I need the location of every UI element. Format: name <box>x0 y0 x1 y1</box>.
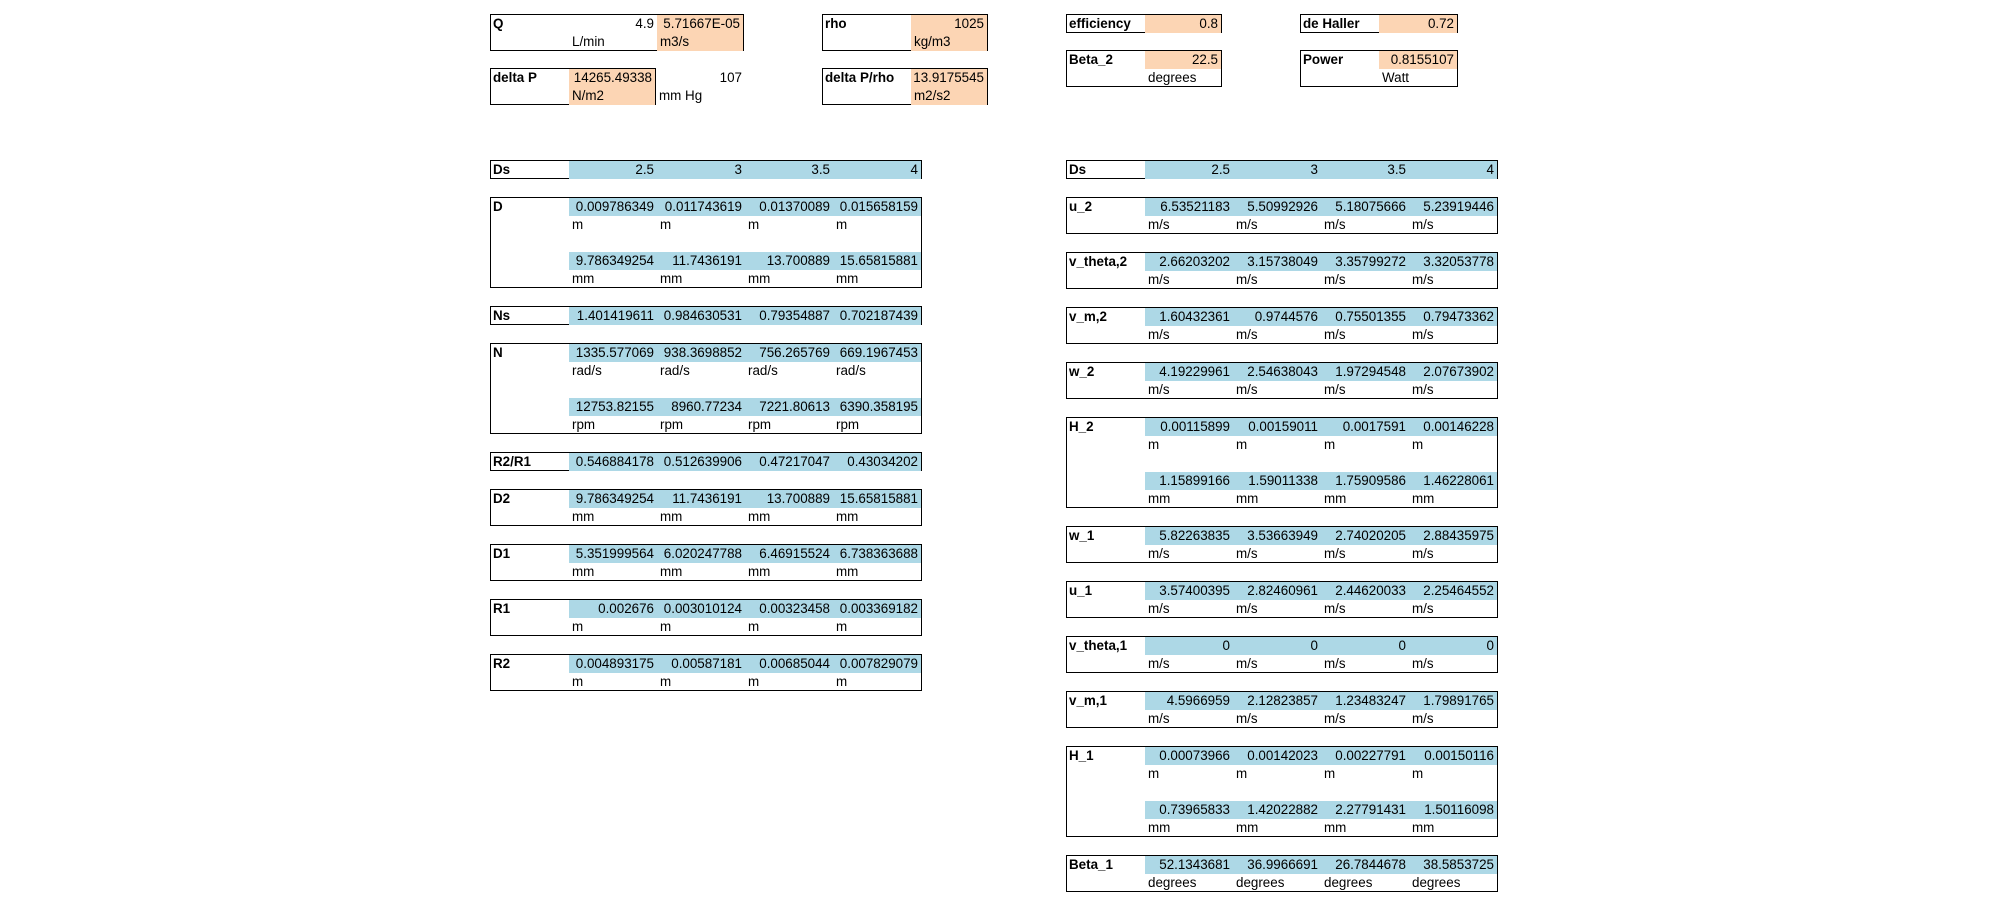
beta-2-block <box>1066 50 1222 87</box>
delta-p-mmhg-label: mm Hg <box>659 88 703 103</box>
power-unit: Watt <box>1382 70 1410 85</box>
value-cell: 0.003369182 <box>833 600 921 618</box>
efficiency-value: 0.8 <box>1145 15 1221 33</box>
power-value: 0.8155107 <box>1379 51 1457 69</box>
power-block <box>1300 50 1458 87</box>
value-cell: 0.00150116 <box>1409 747 1497 765</box>
value-cell: 2.66203202 <box>1145 253 1233 271</box>
unit-cell: m <box>1324 437 1336 452</box>
unit-cell: m <box>836 619 848 634</box>
unit-cell: m/s <box>1412 272 1434 287</box>
value-cell: 13.700889 <box>745 490 833 508</box>
unit-cell: m <box>660 619 672 634</box>
group-d <box>490 197 922 288</box>
value-cell: 2.25464552 <box>1409 582 1497 600</box>
value-cell: 2.88435975 <box>1409 527 1497 545</box>
unit-cell: rpm <box>660 417 684 432</box>
unit-cell: degrees <box>1412 875 1461 890</box>
group-label: R2/R1 <box>493 454 531 469</box>
value-cell: 0.546884178 <box>569 453 657 471</box>
delta-p-mmhg-value: 107 <box>719 70 742 85</box>
efficiency-label: efficiency <box>1069 16 1131 31</box>
group-label: Ds <box>493 162 511 177</box>
value-cell: 0.00142023 <box>1233 747 1321 765</box>
group-label: u_1 <box>1069 583 1093 598</box>
value-cell: 6.020247788 <box>657 545 745 563</box>
group-r2-r1 <box>490 452 922 471</box>
delta-p-unit: N/m2 <box>569 87 655 105</box>
unit-cell: m <box>1236 437 1248 452</box>
group-label: v_theta,2 <box>1069 254 1128 269</box>
value-cell: 11.7436191 <box>657 252 745 270</box>
unit-cell: m <box>748 674 760 689</box>
value-cell: 0.003010124 <box>657 600 745 618</box>
unit-cell: m <box>572 674 584 689</box>
group-ds <box>490 160 922 179</box>
value-cell: 2.5 <box>569 161 657 179</box>
unit-cell: m/s <box>1148 327 1170 342</box>
unit-cell: m/s <box>1412 546 1434 561</box>
unit-cell: m/s <box>1412 217 1434 232</box>
value-cell: 1335.577069 <box>569 344 657 362</box>
value-cell: 0.984630531 <box>657 307 745 325</box>
unit-cell: m/s <box>1148 217 1170 232</box>
unit-cell: m/s <box>1412 711 1434 726</box>
delta-p-block <box>490 68 656 105</box>
unit-cell: m/s <box>1412 327 1434 342</box>
value-cell: 3 <box>1233 161 1321 179</box>
rho-unit: kg/m3 <box>911 33 987 51</box>
unit-cell: mm <box>836 271 859 286</box>
value-cell: 0.00227791 <box>1321 747 1409 765</box>
unit-cell: m <box>748 217 760 232</box>
value-cell: 6.46915524 <box>745 545 833 563</box>
value-cell: 0.01370089 <box>745 198 833 216</box>
group-h-1 <box>1066 746 1498 837</box>
group-beta-1 <box>1066 855 1498 892</box>
unit-cell: rad/s <box>572 363 602 378</box>
unit-cell: mm <box>1412 820 1435 835</box>
unit-cell: m/s <box>1324 711 1346 726</box>
unit-cell: m <box>836 674 848 689</box>
value-cell: 0.75501355 <box>1321 308 1409 326</box>
value-cell: 1.23483247 <box>1321 692 1409 710</box>
unit-cell: mm <box>1148 820 1171 835</box>
group-w-2 <box>1066 362 1498 399</box>
group-label: u_2 <box>1069 199 1093 214</box>
unit-cell: m/s <box>1236 711 1258 726</box>
value-cell: 0.009786349 <box>569 198 657 216</box>
value-cell: 6.738363688 <box>833 545 921 563</box>
value-cell: 12753.82155 <box>569 398 657 416</box>
unit-cell: rpm <box>572 417 596 432</box>
value-cell: 0.011743619 <box>657 198 745 216</box>
group-label: w_2 <box>1069 364 1095 379</box>
unit-cell: m <box>660 674 672 689</box>
group-w-1 <box>1066 526 1498 563</box>
unit-cell: m/s <box>1236 601 1258 616</box>
value-cell: 2.54638043 <box>1233 363 1321 381</box>
unit-cell: mm <box>1412 491 1435 506</box>
group-label: N <box>493 345 503 360</box>
group-v-m-2 <box>1066 307 1498 344</box>
beta-2-value: 22.5 <box>1145 51 1221 69</box>
value-cell: 0.47217047 <box>745 453 833 471</box>
unit-cell: m/s <box>1148 601 1170 616</box>
value-cell: 0.00685044 <box>745 655 833 673</box>
unit-cell: m/s <box>1236 217 1258 232</box>
group-label: R1 <box>493 601 511 616</box>
unit-cell: mm <box>1324 820 1347 835</box>
delta-p-rho-block <box>822 68 988 105</box>
group-v-m-1 <box>1066 691 1498 728</box>
value-cell: 0.007829079 <box>833 655 921 673</box>
unit-cell: mm <box>748 564 771 579</box>
unit-cell: mm <box>660 271 683 286</box>
unit-cell: mm <box>660 564 683 579</box>
value-cell: 0.00587181 <box>657 655 745 673</box>
group-ds <box>1066 160 1498 179</box>
unit-cell: m <box>748 619 760 634</box>
value-cell: 0.9744576 <box>1233 308 1321 326</box>
unit-cell: mm <box>572 271 595 286</box>
value-cell: 0.004893175 <box>569 655 657 673</box>
q-value: 4.9 <box>635 16 654 31</box>
value-cell: 1.15899166 <box>1145 472 1233 490</box>
value-cell: 0.002676 <box>569 600 657 618</box>
beta-2-label: Beta_2 <box>1069 52 1113 67</box>
rho-label: rho <box>825 16 847 31</box>
unit-cell: mm <box>748 271 771 286</box>
group-label: v_m,2 <box>1069 309 1107 324</box>
group-label: w_1 <box>1069 528 1095 543</box>
unit-cell: m/s <box>1236 546 1258 561</box>
group-r1 <box>490 599 922 636</box>
unit-cell: m/s <box>1148 272 1170 287</box>
beta-2-unit: degrees <box>1148 70 1197 85</box>
value-cell: 2.07673902 <box>1409 363 1497 381</box>
unit-cell: m <box>1412 766 1424 781</box>
unit-cell: degrees <box>1236 875 1285 890</box>
value-cell: 4.5966959 <box>1145 692 1233 710</box>
unit-cell: rpm <box>836 417 860 432</box>
de-haller-value: 0.72 <box>1379 15 1457 33</box>
unit-cell: m/s <box>1324 546 1346 561</box>
group-d1 <box>490 544 922 581</box>
group-h-2 <box>1066 417 1498 508</box>
unit-cell: m/s <box>1236 272 1258 287</box>
value-cell: 0.00073966 <box>1145 747 1233 765</box>
value-cell: 8960.77234 <box>657 398 745 416</box>
unit-cell: m/s <box>1324 327 1346 342</box>
unit-cell: rad/s <box>660 363 690 378</box>
value-cell: 3.15738049 <box>1233 253 1321 271</box>
value-cell: 3.32053778 <box>1409 253 1497 271</box>
unit-cell: degrees <box>1148 875 1197 890</box>
group-d2 <box>490 489 922 526</box>
value-cell: 0.0017591 <box>1321 418 1409 436</box>
group-u-1 <box>1066 581 1498 618</box>
value-cell: 938.3698852 <box>657 344 745 362</box>
value-cell: 2.27791431 <box>1321 801 1409 819</box>
unit-cell: mm <box>836 564 859 579</box>
group-label: v_m,1 <box>1069 693 1107 708</box>
value-cell: 756.265769 <box>745 344 833 362</box>
de-haller-block <box>1300 14 1458 33</box>
unit-cell: m <box>572 619 584 634</box>
value-cell: 0 <box>1409 637 1497 655</box>
value-cell: 26.7844678 <box>1321 856 1409 874</box>
value-cell: 0.00115899 <box>1145 418 1233 436</box>
unit-cell: m/s <box>1148 656 1170 671</box>
value-cell: 3.57400395 <box>1145 582 1233 600</box>
unit-cell: m <box>1148 766 1160 781</box>
value-cell: 0.00323458 <box>745 600 833 618</box>
value-cell: 669.1967453 <box>833 344 921 362</box>
value-cell: 3.53663949 <box>1233 527 1321 545</box>
value-cell: 0.79354887 <box>745 307 833 325</box>
value-cell: 0.702187439 <box>833 307 921 325</box>
value-cell: 3 <box>657 161 745 179</box>
group-n <box>490 343 922 434</box>
value-cell: 2.82460961 <box>1233 582 1321 600</box>
q-block <box>490 14 744 51</box>
unit-cell: mm <box>1236 820 1259 835</box>
unit-cell: rad/s <box>836 363 866 378</box>
group-label: Beta_1 <box>1069 857 1113 872</box>
value-cell: 0.00146228 <box>1409 418 1497 436</box>
delta-p-rho-unit: m2/s2 <box>911 87 987 105</box>
value-cell: 2.12823857 <box>1233 692 1321 710</box>
unit-cell: m/s <box>1412 382 1434 397</box>
unit-cell: mm <box>748 509 771 524</box>
group-label: H_2 <box>1069 419 1094 434</box>
unit-cell: mm <box>1236 491 1259 506</box>
unit-cell: rad/s <box>748 363 778 378</box>
value-cell: 38.5853725 <box>1409 856 1497 874</box>
unit-cell: m/s <box>1148 382 1170 397</box>
unit-cell: mm <box>572 564 595 579</box>
unit-cell: m <box>660 217 672 232</box>
group-u-2 <box>1066 197 1498 234</box>
unit-cell: mm <box>1324 491 1347 506</box>
value-cell: 9.786349254 <box>569 490 657 508</box>
group-label: D1 <box>493 546 511 561</box>
value-cell: 4.19229961 <box>1145 363 1233 381</box>
unit-cell: m/s <box>1412 601 1434 616</box>
value-cell: 4 <box>833 161 921 179</box>
unit-cell: m/s <box>1324 601 1346 616</box>
value-cell: 1.79891765 <box>1409 692 1497 710</box>
value-cell: 3.35799272 <box>1321 253 1409 271</box>
value-cell: 5.23919446 <box>1409 198 1497 216</box>
value-cell: 3.5 <box>1321 161 1409 179</box>
value-cell: 0 <box>1233 637 1321 655</box>
group-r2 <box>490 654 922 691</box>
unit-cell: m <box>1148 437 1160 452</box>
value-cell: 2.5 <box>1145 161 1233 179</box>
value-cell: 13.700889 <box>745 252 833 270</box>
group-label: D <box>493 199 503 214</box>
unit-cell: mm <box>660 509 683 524</box>
unit-cell: m/s <box>1324 272 1346 287</box>
value-cell: 15.65815881 <box>833 490 921 508</box>
group-label: H_1 <box>1069 748 1094 763</box>
value-cell: 7221.80613 <box>745 398 833 416</box>
value-cell: 2.74020205 <box>1321 527 1409 545</box>
group-v-theta-2 <box>1066 252 1498 289</box>
value-cell: 0.512639906 <box>657 453 745 471</box>
value-cell: 1.59011338 <box>1233 472 1321 490</box>
efficiency-block <box>1066 14 1222 33</box>
value-cell: 6390.358195 <box>833 398 921 416</box>
value-cell: 1.60432361 <box>1145 308 1233 326</box>
de-haller-label: de Haller <box>1303 16 1360 31</box>
value-cell: 36.9966691 <box>1233 856 1321 874</box>
delta-p-label: delta P <box>493 70 537 85</box>
value-cell: 0.43034202 <box>833 453 921 471</box>
unit-cell: m <box>1236 766 1248 781</box>
value-cell: 6.53521183 <box>1145 198 1233 216</box>
unit-cell: mm <box>572 509 595 524</box>
unit-cell: m/s <box>1324 656 1346 671</box>
value-cell: 0.00159011 <box>1233 418 1321 436</box>
value-cell: 5.82263835 <box>1145 527 1233 545</box>
unit-cell: m <box>836 217 848 232</box>
q-label: Q <box>493 16 504 31</box>
group-ns <box>490 306 922 325</box>
unit-cell: m/s <box>1148 546 1170 561</box>
unit-cell: degrees <box>1324 875 1373 890</box>
value-cell: 1.42022882 <box>1233 801 1321 819</box>
group-label: D2 <box>493 491 511 506</box>
unit-cell: m <box>1324 766 1336 781</box>
delta-p-rho-value: 13.9175545 <box>911 69 987 87</box>
value-cell: 2.44620033 <box>1321 582 1409 600</box>
unit-cell: m/s <box>1236 382 1258 397</box>
group-label: Ds <box>1069 162 1087 177</box>
unit-cell: m <box>572 217 584 232</box>
value-cell: 15.65815881 <box>833 252 921 270</box>
unit-cell: m/s <box>1236 327 1258 342</box>
group-v-theta-1 <box>1066 636 1498 673</box>
value-cell: 1.401419611 <box>569 307 657 325</box>
value-cell: 1.46228061 <box>1409 472 1497 490</box>
value-cell: 0 <box>1145 637 1233 655</box>
unit-cell: m/s <box>1324 217 1346 232</box>
unit-cell: m/s <box>1324 382 1346 397</box>
group-label: Ns <box>493 308 511 323</box>
group-label: R2 <box>493 656 511 671</box>
value-cell: 5.351999564 <box>569 545 657 563</box>
value-cell: 11.7436191 <box>657 490 745 508</box>
q-value-unit: L/min <box>572 34 605 49</box>
unit-cell: m/s <box>1148 711 1170 726</box>
q-converted-unit: m3/s <box>657 33 743 51</box>
power-label: Power <box>1303 52 1344 67</box>
value-cell: 0 <box>1321 637 1409 655</box>
value-cell: 52.1343681 <box>1145 856 1233 874</box>
unit-cell: mm <box>836 509 859 524</box>
unit-cell: mm <box>1148 491 1171 506</box>
group-label: v_theta,1 <box>1069 638 1128 653</box>
value-cell: 5.50992926 <box>1233 198 1321 216</box>
value-cell: 4 <box>1409 161 1497 179</box>
value-cell: 0.73965833 <box>1145 801 1233 819</box>
rho-block <box>822 14 988 51</box>
value-cell: 1.75909586 <box>1321 472 1409 490</box>
value-cell: 3.5 <box>745 161 833 179</box>
value-cell: 5.18075666 <box>1321 198 1409 216</box>
unit-cell: m/s <box>1236 656 1258 671</box>
value-cell: 0.79473362 <box>1409 308 1497 326</box>
q-converted: 5.71667E-05 <box>657 15 743 33</box>
value-cell: 0.015658159 <box>833 198 921 216</box>
unit-cell: m/s <box>1412 656 1434 671</box>
value-cell: 1.97294548 <box>1321 363 1409 381</box>
delta-p-value: 14265.49338 <box>569 69 655 87</box>
unit-cell: rpm <box>748 417 772 432</box>
value-cell: 1.50116098 <box>1409 801 1497 819</box>
rho-value: 1025 <box>911 15 987 33</box>
unit-cell: m <box>1412 437 1424 452</box>
value-cell: 9.786349254 <box>569 252 657 270</box>
delta-p-rho-label: delta P/rho <box>825 70 895 85</box>
